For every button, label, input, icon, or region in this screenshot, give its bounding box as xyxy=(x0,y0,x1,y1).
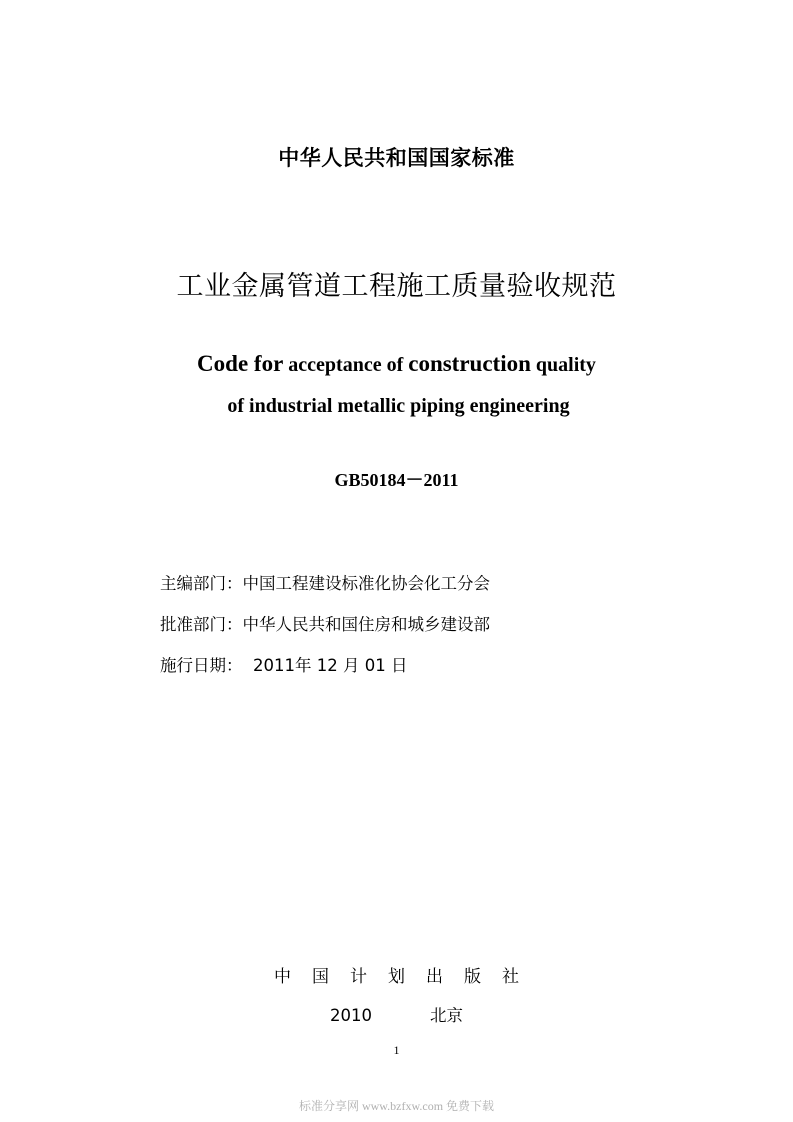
page-number: 1 xyxy=(393,1043,400,1057)
publisher-char: 划 xyxy=(388,967,405,987)
publication-city: 北京 xyxy=(430,1006,463,1025)
english-title-word: acceptance of xyxy=(288,354,404,376)
publisher-char: 国 xyxy=(312,967,329,987)
english-title-word: quality xyxy=(535,354,596,376)
info-value: 2011年 12 月 01 日 xyxy=(253,656,408,675)
watermark-text: 标准分享网 www.bzfxw.com 免费下载 xyxy=(298,1099,495,1113)
publisher-char: 社 xyxy=(502,967,519,987)
english-title-word: Code for xyxy=(197,351,284,376)
info-row-approver xyxy=(160,611,490,635)
info-label: 主编部门： xyxy=(160,574,243,593)
standard-number: GB50184－2011 xyxy=(334,470,459,490)
chinese-title: 工业金属管道工程施工质量验收规范 xyxy=(176,271,617,302)
english-title-line1 xyxy=(0,351,793,377)
info-value: 中国工程建设标准化协会化工分会 xyxy=(242,574,490,593)
publication-year: 2010 xyxy=(330,1006,372,1025)
publisher-char: 版 xyxy=(464,967,481,987)
english-title-line2: of industrial metallic piping engineering xyxy=(227,395,570,417)
national-standard-heading: 中华人民共和国国家标准 xyxy=(278,146,515,170)
info-row-date xyxy=(160,652,407,676)
publication-year-city xyxy=(0,1002,793,1026)
publisher-char: 中 xyxy=(274,967,291,987)
info-value: 中华人民共和国住房和城乡建设部 xyxy=(242,615,490,634)
publisher-char: 出 xyxy=(426,967,443,987)
publisher-name xyxy=(0,962,793,987)
info-label: 批准部门： xyxy=(160,615,243,634)
english-title-word: construction xyxy=(408,351,531,376)
publisher-char: 计 xyxy=(350,967,367,987)
info-label: 施行日期： xyxy=(160,656,243,675)
info-row-editor xyxy=(160,570,490,594)
